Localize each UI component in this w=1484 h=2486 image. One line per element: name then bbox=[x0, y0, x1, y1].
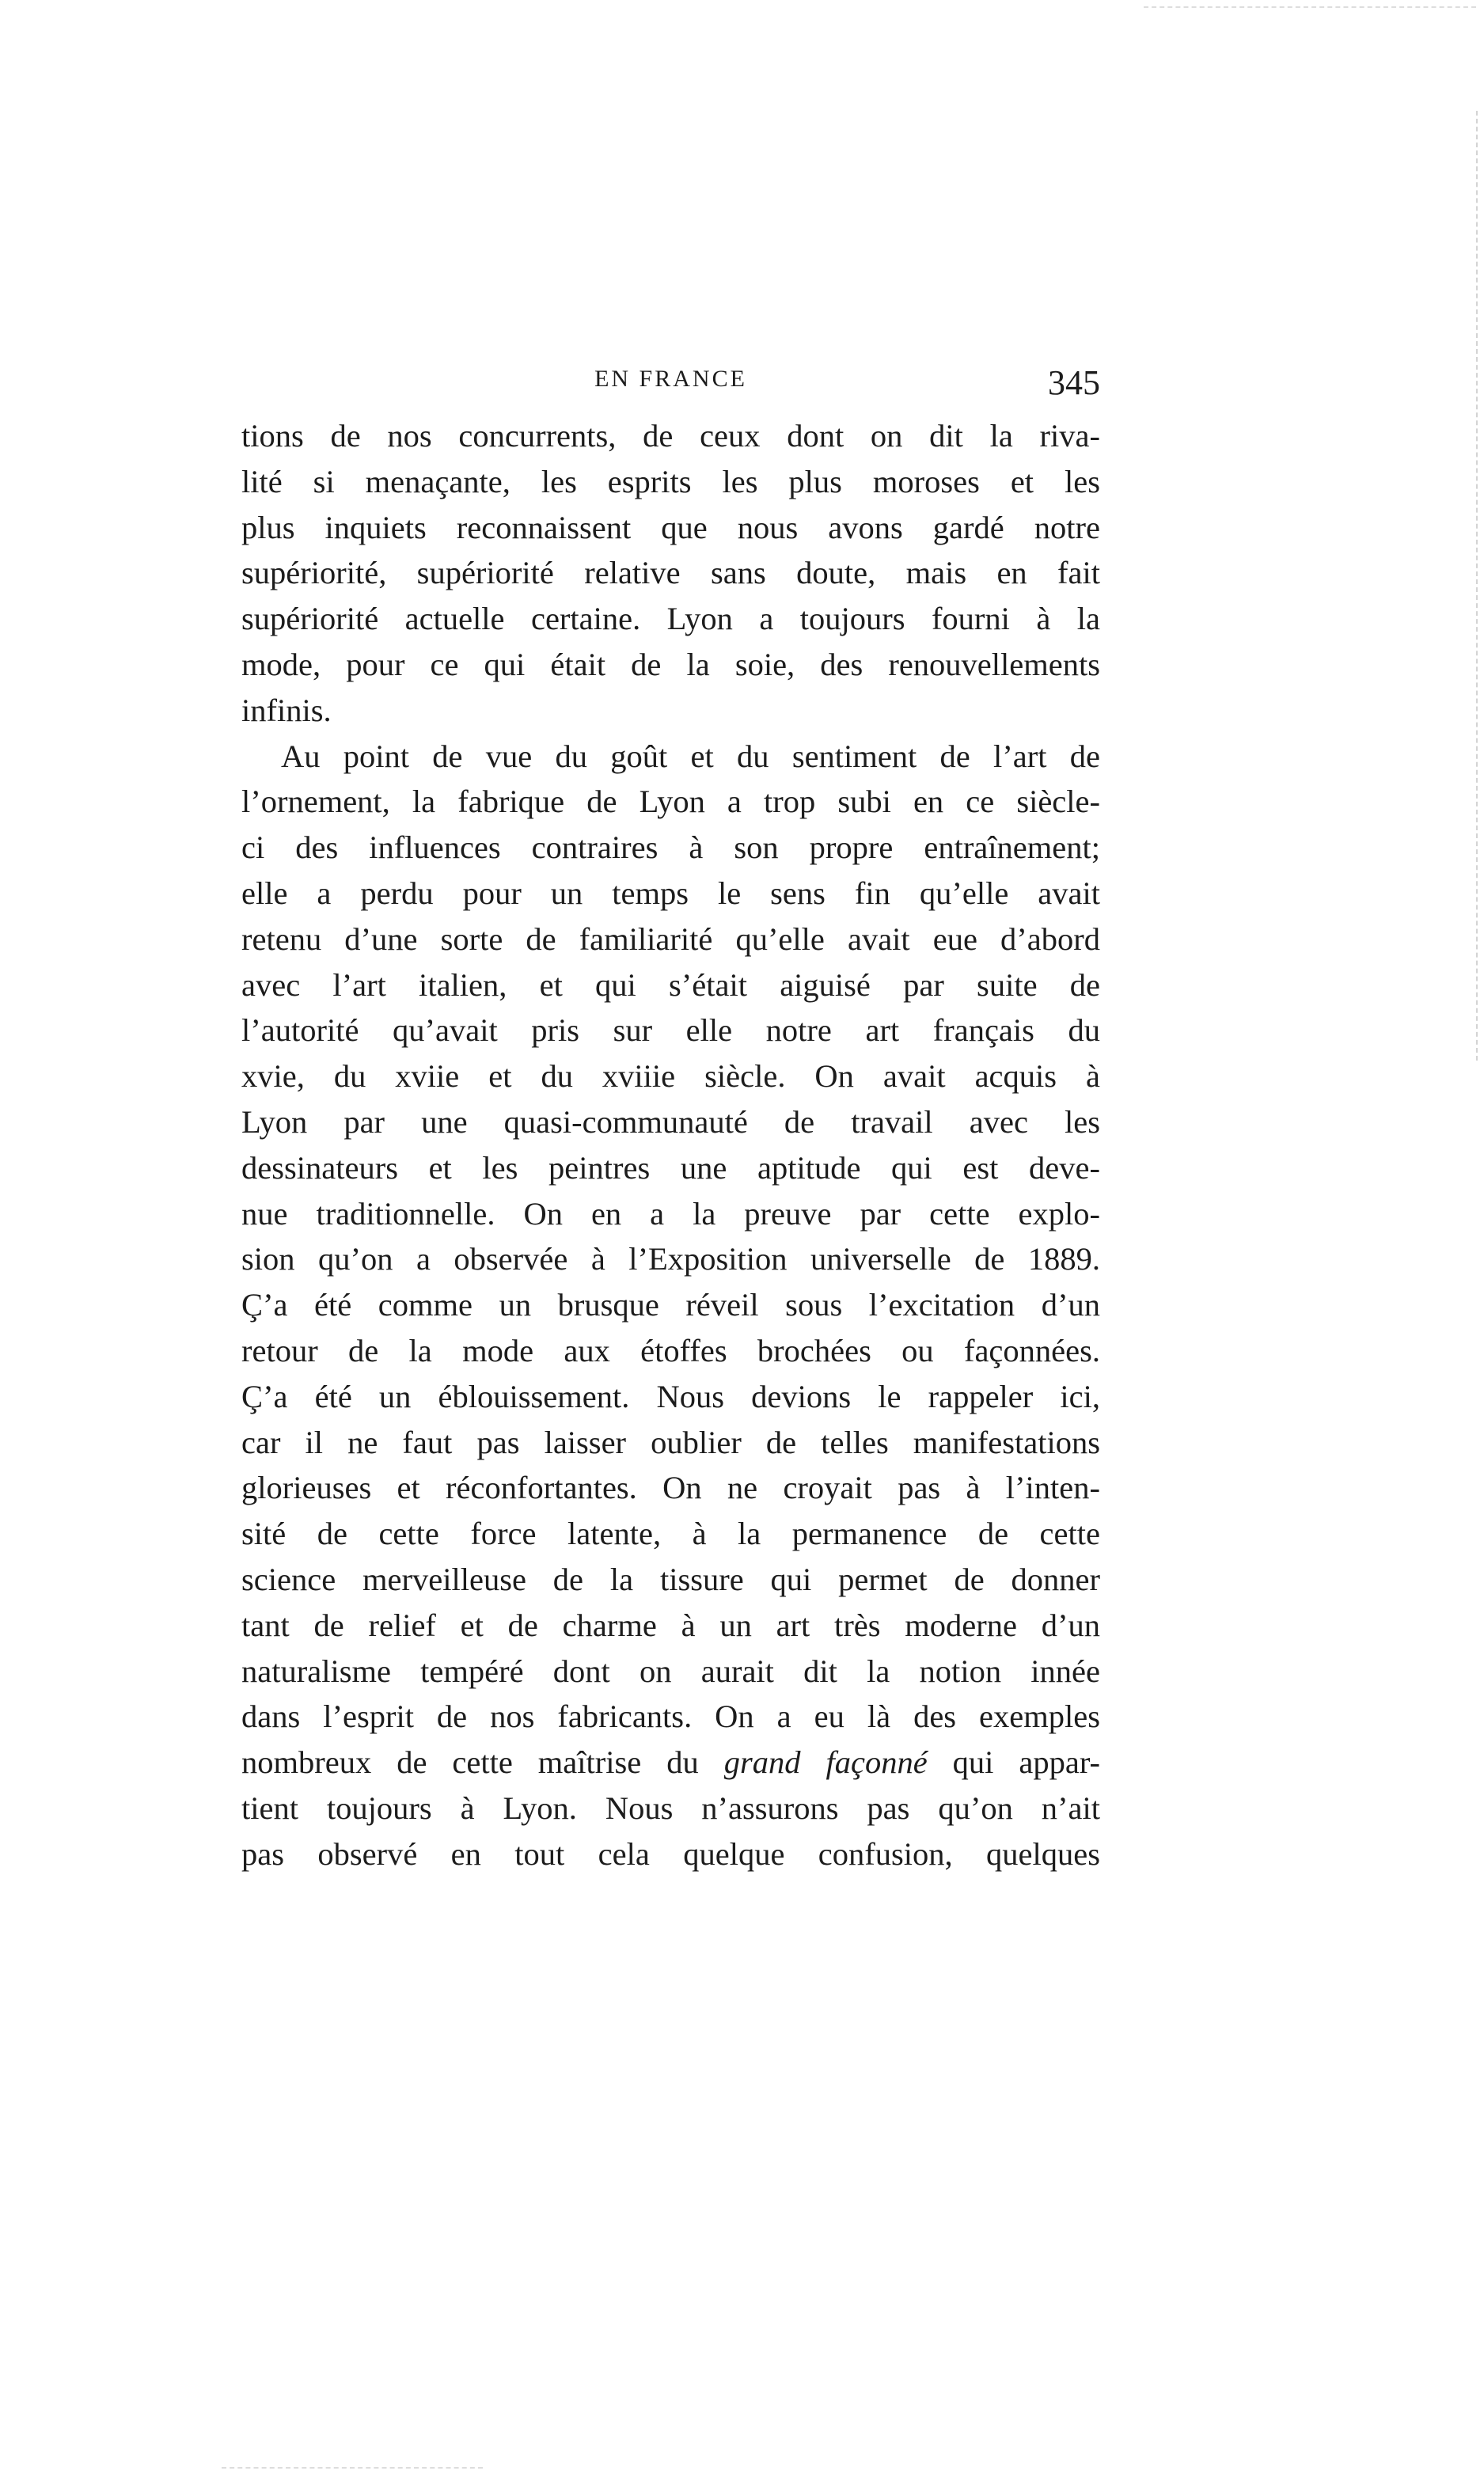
text-line: science merveilleuse de la tissure qui permet de donner bbox=[241, 1561, 1100, 1597]
text-line: sion qu’on a observée à l’Exposition universelle de 1889. bbox=[241, 1241, 1100, 1277]
text-line: Ç’a été comme un brusque réveil sous l’excitation d’un bbox=[241, 1287, 1100, 1323]
text-line: tient toujours à Lyon. Nous n’assurons pas qu’on n’ait bbox=[241, 1790, 1100, 1826]
text-line: dans l’esprit de nos fabricants. On a eu là des exemples bbox=[241, 1698, 1100, 1735]
text-line: car il ne faut pas laisser oublier de telles manifestations bbox=[241, 1424, 1100, 1460]
text-line: l’ornement, la fabrique de Lyon a trop subi en ce siècle- bbox=[241, 784, 1100, 820]
text-line: Ç’a été un éblouissement. Nous devions le rappeler ici, bbox=[241, 1378, 1100, 1414]
text-line: pas observé en tout cela quelque confusion, quelques bbox=[241, 1835, 1100, 1872]
text-line: lité si menaçante, les esprits les plus moroses et les bbox=[241, 463, 1100, 499]
text-line: naturalisme tempéré dont on aurait dit la notion innée bbox=[241, 1653, 1100, 1689]
text-line: mode, pour ce qui était de la soie, des renouvellements bbox=[241, 646, 1100, 682]
text-line: nue traditionnelle. On en a la preuve par cette explo- bbox=[241, 1195, 1100, 1232]
text-line: retenu d’une sorte de familiarité qu’elle avait eue d’abord bbox=[241, 920, 1100, 957]
body-text bbox=[241, 413, 1100, 1877]
scan-artifact-bottom bbox=[222, 2467, 483, 2470]
text-line: xvie, du xviie et du xviiie siècle. On avait acquis à bbox=[241, 1058, 1100, 1095]
text-line: glorieuses et réconfortantes. On ne croyait pas à l’inten- bbox=[241, 1470, 1100, 1506]
text-line: dessinateurs et les peintres une aptitude qui est deve- bbox=[241, 1149, 1100, 1186]
running-title: EN FRANCE bbox=[594, 366, 747, 392]
text-segment: qui appar- bbox=[952, 1744, 1101, 1781]
text-line-with-italic bbox=[241, 1740, 1100, 1786]
page-number: 345 bbox=[1048, 363, 1100, 402]
text-line: tant de relief et de charme à un art très moderne d’un bbox=[241, 1607, 1100, 1643]
italic-term: grand façonné bbox=[723, 1744, 928, 1781]
text-line: tions de nos concurrents, de ceux dont on dit la riva- bbox=[241, 418, 1100, 454]
text-line: Lyon par une quasi-communauté de travail avec les bbox=[241, 1103, 1100, 1140]
text-line: elle a perdu pour un temps le sens fin qu’elle avait bbox=[241, 875, 1100, 911]
scan-artifact-top bbox=[1144, 6, 1476, 9]
text-line: supériorité, supériorité relative sans doute, mais en fait bbox=[241, 555, 1100, 591]
paragraph-first-line: Au point de vue du goût et du sentiment de l’art de bbox=[281, 738, 1100, 774]
text-line: infinis. bbox=[241, 692, 332, 728]
text-line: supériorité actuelle certaine. Lyon a toujours fourni à la bbox=[241, 601, 1100, 637]
scan-artifact-edge bbox=[1473, 111, 1478, 1061]
text-line: sité de cette force latente, à la permanence de cette bbox=[241, 1516, 1100, 1552]
text-segment: nombreux de cette maîtrise du bbox=[241, 1744, 699, 1781]
text-line: retour de la mode aux étoffes brochées ou façonnées. bbox=[241, 1332, 1100, 1368]
text-line: ci des influences contraires à son propre entraînement; bbox=[241, 829, 1100, 866]
running-head bbox=[241, 362, 1100, 402]
text-line: l’autorité qu’avait pris sur elle notre art français du bbox=[241, 1012, 1100, 1049]
text-line: avec l’art italien, et qui s’était aiguisé par suite de bbox=[241, 966, 1100, 1003]
text-line: plus inquiets reconnaissent que nous avons gardé notre bbox=[241, 509, 1100, 545]
